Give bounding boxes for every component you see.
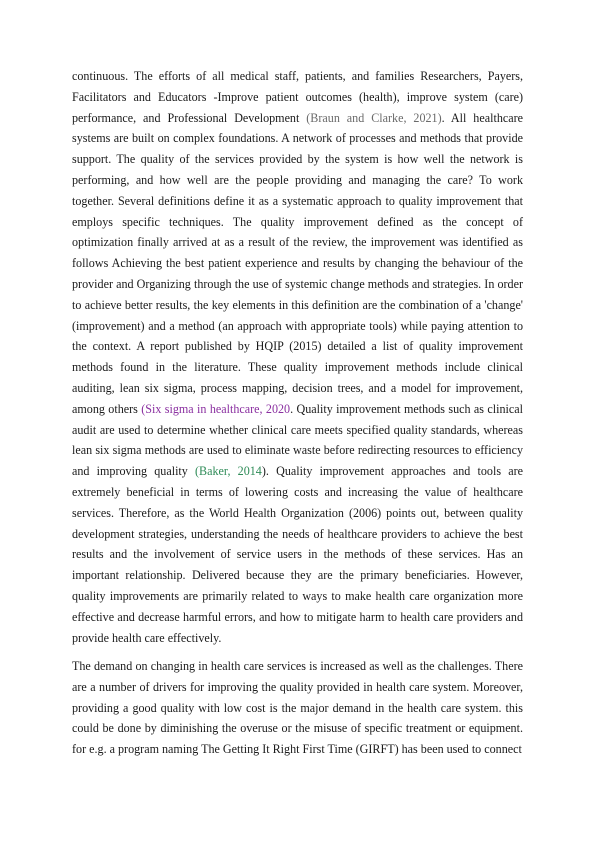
paragraph-text: ). Quality improvement approaches and tools are extremely beneficial in terms of lowering costs and increasing the value of healthcare services. Therefore, as the World Health Organization (2006) points out, between quality development strategies, understanding the needs of healthcare providers to achieve the best results and the involvement of service users in the methods of these services. Has an important relationship. Delivered because they are the primary beneficiaries. However, quality improvements are primarily related to ways to make health care organization more effective and decrease harmful errors, and how to mitigate harm to health care providers and provide health care effectively.: [72, 464, 523, 645]
body-paragraph-2: The demand on changing in health care services is increased as well as the challenges. There are a number of drivers for improving the quality provided in health care system. Moreover, providing a good quality with low cost is the major demand in the health care system. this could be done by diminishing the overuse or the misuse of specific treatment or equipment. for e.g. a program naming The Getting It Right First Time (GIRFT) has been used to connect: [72, 659, 523, 757]
paragraph-text: continuous. The efforts of all medical staff, patients, and families Researchers, Payers, Facilitators and Educators -Improve patient outcomes (health), improve system (care) performance, and Professional Development: [72, 69, 523, 125]
citation-six-sigma[interactable]: (Six sigma in healthcare, 2020: [141, 401, 291, 416]
paragraph-text: . All healthcare systems are built on complex foundations. A network of processes and methods that provide support. The quality of the services provided by the system is how well the network is performing, and how well are the people providing and managing the care? To work together. Several definitions define it as a systematic approach to quality improvement that employs specific techniques. The quality improvement defined as the concept of optimization finally arrived at as a result of the review, the improvement was identified as follows Achieving the best patient experience and results by changing the behaviour of the provider and Organizing through the use of systemic change methods and strategies. In order to achieve better results, the key elements in this definition are the combination of a 'change' (improvement) and a method (an approach with appropriate tools) while paying attention to the context. A report published by HQIP (2015) detailed a list of quality improvement methods found in the literature. These quality improvement methods include clinical auditing, lean six sigma, process mapping, decision trees, and a model for improvement, among others: [72, 110, 523, 416]
paragraph-text: . Quality improvement methods such as clinical audit are used to determine whether clinical care meets specified quality standards, whereas lean six sigma methods are used to eliminate waste before redirecting resources to efficiency and improving quality: [72, 401, 523, 479]
citation-braun-clarke: (Braun and Clarke, 2021): [306, 110, 442, 125]
body-paragraph-1: [72, 66, 523, 648]
citation-baker[interactable]: (Baker, 2014: [195, 464, 262, 479]
